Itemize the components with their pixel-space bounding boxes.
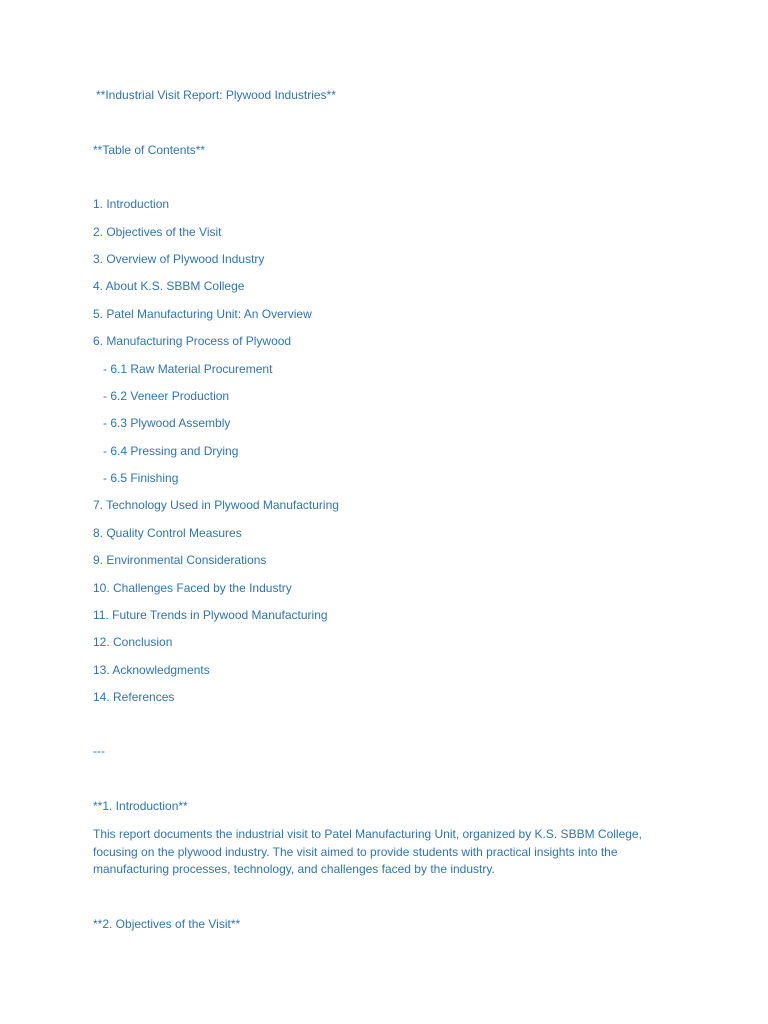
toc-item: 6. Manufacturing Process of Plywood: [93, 334, 292, 348]
toc-subitem: - 6.1 Raw Material Procurement: [93, 362, 273, 376]
toc-subitem: - 6.2 Veneer Production: [93, 389, 230, 403]
toc-item: 7. Technology Used in Plywood Manufacturing: [93, 498, 339, 512]
toc-item: 1. Introduction: [93, 197, 170, 211]
toc-subitem: - 6.5 Finishing: [93, 471, 179, 485]
toc-subitem: - 6.4 Pressing and Drying: [93, 444, 239, 458]
section-heading-objectives: **2. Objectives of the Visit**: [93, 917, 241, 931]
toc-heading: **Table of Contents**: [93, 143, 206, 157]
toc-item: 4. About K.S. SBBM College: [93, 279, 245, 293]
toc-item: 11. Future Trends in Plywood Manufacturing: [93, 608, 328, 622]
toc-item: 8. Quality Control Measures: [93, 526, 242, 540]
toc-item: 12. Conclusion: [93, 635, 173, 649]
toc-item: 10. Challenges Faced by the Industry: [93, 581, 292, 595]
toc-item: 2. Objectives of the Visit: [93, 225, 222, 239]
toc-item: 13. Acknowledgments: [93, 663, 210, 677]
introduction-paragraph: This report documents the industrial visit to Patel Manufacturing Unit, organized by K.S. SBBM College, focusing on the plywood industry. The visit aimed to provide students with practical insights into the manufacturing processes, technology, and challenges faced by the industry.: [93, 827, 642, 876]
document-title: **Industrial Visit Report: Plywood Industries**: [96, 88, 336, 102]
toc-subitem: - 6.3 Plywood Assembly: [93, 416, 231, 430]
toc-item: 9. Environmental Considerations: [93, 553, 267, 567]
toc-item: 14. References: [93, 690, 175, 704]
separator: ---: [93, 744, 105, 758]
toc-item: 3. Overview of Plywood Industry: [93, 252, 265, 266]
section-heading-introduction: **1. Introduction**: [93, 799, 188, 813]
toc-item: 5. Patel Manufacturing Unit: An Overview: [93, 307, 312, 321]
